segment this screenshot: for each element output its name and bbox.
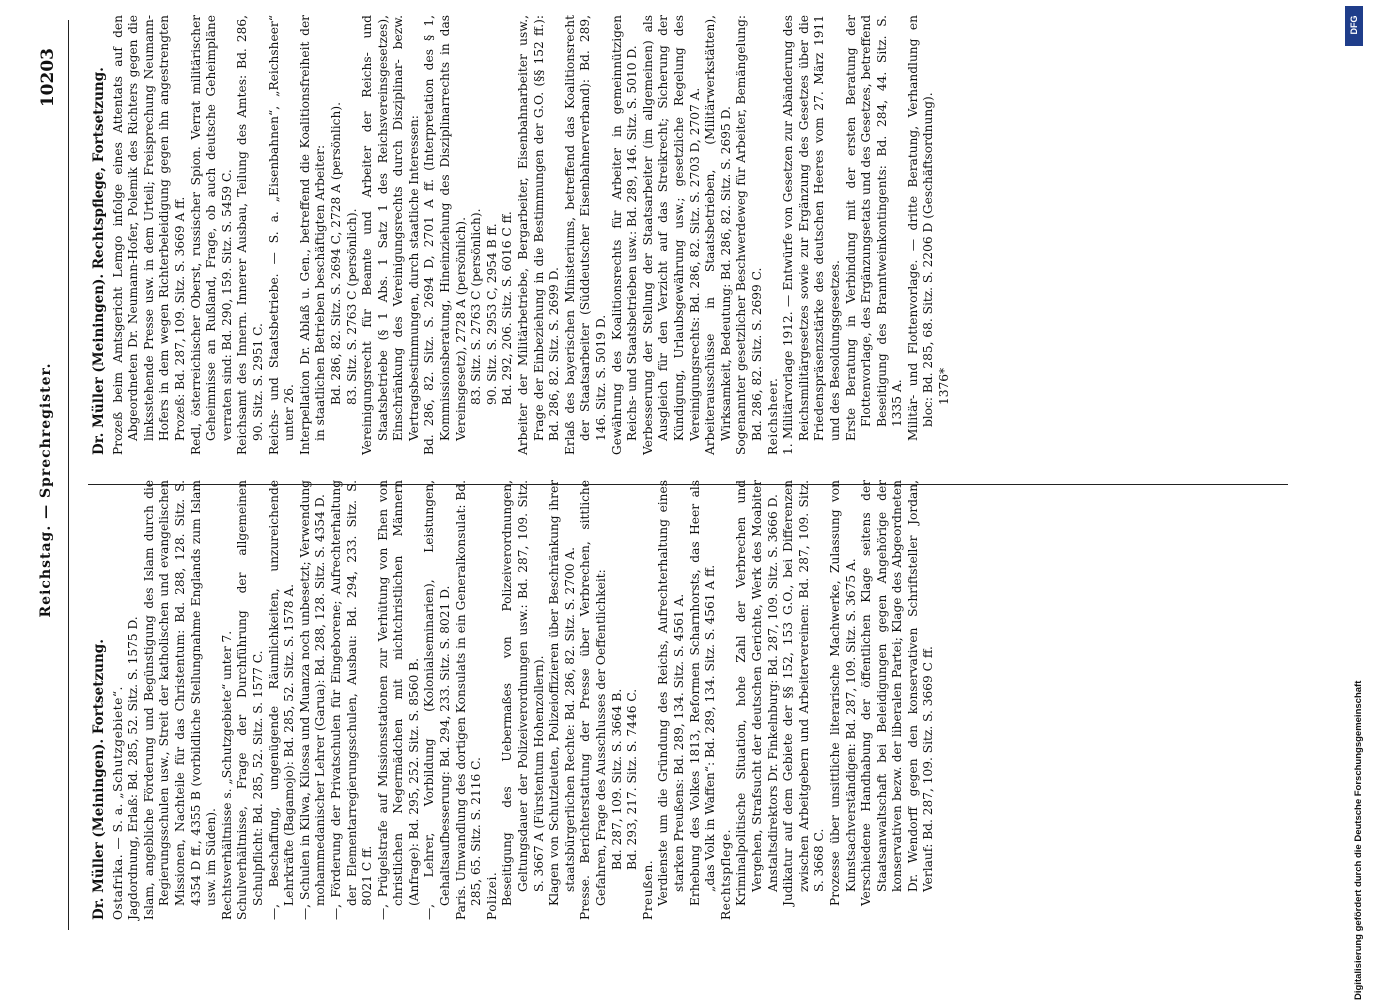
digitization-note [1345,120,1375,1000]
entry: Schulverhältnisse, Frage der Durchführung der allgemeinen Schulpflicht: Bd. 285, 52. Sitz. S. 1577 C. [235,480,265,920]
entry: Prozesse über unsittliche literarische Machwerke, Zulassung von Kunstsachverständigen: Bd. 287, 109. Sitz. S. 3675 A. [827,480,858,906]
entry-heading: Preußen. [640,859,655,920]
entry: Presse. Berichterstattung der Presse über Verbrechen, sittliche Gefahren, Frage des Ausschlusses der Oeffentlichkeit: [578,480,608,920]
entry: Rechtsverhältnisse s. „Schutzgebiete“ unter 7. [219,630,234,920]
entry: Verdienste um die Gründung des Reichs, Aufrechterhaltung eines starken Preußens: Bd. 289, 134. Sitz. S. 4561 A. [656,480,686,906]
entry-heading: Ostafrika. — S. a. „Schutzgebiete“. [110,686,125,920]
entry: Reichs- und Staatsbetriebe. — S. a. „Eisenbahnen“, „Reichsheer“ unter 26. [266,15,297,455]
entry: Kriminalpolitische Situation, hohe Zahl der Verbrechen und Vergehen, Strafsucht der deutschen Gerichte, Werk des Moabiter Anstaltsdirektors Dr. Finkelnburg: Bd. 287, 109. Sitz. S. 3666 D. [734,480,780,906]
entry: Islam, angebliche Förderung und Begünstigung des Islam durch die Regierungsschulen usw., Streit der katholischen und evangelischen Missionen, Nachteile für das Christentum: Bd. 288, 128. Sitz. S. 4354 D ff., 4355 B (vorbildliche Stellungnahme Englands zum Islam usw. im Süden). [141,480,219,920]
entry: Erste Beratung in Verbindung mit der ersten Beratung der Flottenvorlage, des Ergänzungsetats und des Gesetzes, betreffend Beseitigung des Branntweinkontingents: Bd. 284, 44. Sitz. S. 1335 A. [843,15,905,441]
continuation-heading: Dr. Müller (Meiningen). Rechtspflege, Fortsetzung. [91,67,107,455]
entry: Redl, österreichischer Oberst, russischer Spion. Verrat militärischer Geheimnisse an Rußland, Frage, ob auch deutsche Geheimpläne verraten sind: Bd. 290, 159. Sitz. S. 5459 C. [188,15,234,455]
reference: 83. Sitz. S. 2763 C (persönlich). [344,208,359,405]
entry: Judikatur auf dem Gebiete der §§ 152, 153 G.O., bei Differenzen zwischen Arbeitgebern und Arbeitervereinen: Bd. 287, 109. Sitz. S. 3668 C. [781,480,827,906]
entry: Militär- und Flottenvorlage. — dritte Beratung, Verhandlung en bloc: Bd. 285, 68. Sitz. S. 2206 D (Geschäftsordnung). [905,15,936,441]
page-header [38,40,64,940]
entry: Paris. Umwandlung des dortigen Konsulats in ein Generalkonsulat: Bd. 285, 65. Sitz. S. 2116 C. [453,480,484,920]
digitization-text: Digitalisierung gefördert durch die Deutsche Forschungsgemeinschaft [1353,680,1364,1000]
entry-heading: Polizei. [484,871,499,920]
entry: Interpellation Dr. Ablaß u. Gen., betreffend die Koalitionsfreiheit der in staatlichen Betrieben beschäftigten Arbeiter: [297,15,328,455]
entry: Klagen von Schutzleuten, Polizeioffizieren über Beschränkung ihrer staatsbürgerlichen Rechte: Bd. 286, 82. Sitz. S. 2700 A. [547,480,577,906]
entry-heading: Rechtspflege. [718,828,733,920]
header-rule [68,20,69,930]
entry: Beseitigung des Uebermaßes von Polizeiverordnungen, Geltungsdauer der Polizeiverordnungen usw.: Bd. 287, 109. Sitz. S. 3667 A (Fürstentum Hohenzollern). [500,480,546,906]
entry: Jagdordnung, Erlaß: Bd. 285, 52. Sitz. S. 1575 D. [126,616,141,920]
continuation-heading: Dr. Müller (Meiningen). Fortsetzung. [91,639,107,920]
entry-heading: Reichsheer. [765,377,780,455]
entry: —, Schulen in Kilwa, Kilossa und Muanza noch unbesetzt; Verwendung mohammedanischer Lehrer (Garua): Bd. 288, 128. Sitz. S. 4354 D. [297,480,328,920]
reference: Bd. 287, 109. Sitz. S. 3664 B. [609,688,624,870]
entry: Reichsamt des Innern. Innerer Ausbau, Teilung des Amtes: Bd. 286, 90. Sitz. S. 2951 C. [235,15,265,455]
dfg-logo [1345,6,1363,46]
entry: Sogenannter gesetzlicher Beschwerdeweg für Arbeiter, Bemängelung: Bd. 286, 82. Sitz. S. 2699 C. [734,15,764,455]
column-divider [88,484,1288,485]
running-title: Reichstag. — Sprechregister. [38,362,54,618]
entry: Gewährung des Koalitionsrechts für Arbeiter in gemeinnützigen Reichs- und Staatsbetrieben usw.: Bd. 289, 146. Sitz. S. 5010 D. [609,15,640,455]
reference: Bd. 286, 82. Sitz. S. 2694 C, 2728 A (persönlich). [328,102,343,405]
entry: Verschiedene Handhabung der öffentlichen Klage seitens der Staatsanwaltschaft bei Beleidigungen gegen Angehörige der konservativen bezw. der liberalen Partei; Klage des Abgeordneten Dr. Wendorff gegen den konservativen Schriftsteller Jordan, Verlauf: Bd. 287, 109. Sitz. S. 3669 C ff. [859,480,936,906]
entry: Prozeß beim Amtsgericht Lemgo infolge eines Attentats auf den Abgeordneten Dr. Neumann-Hofer, Polemik des Richters gegen die linksstehende Presse usw. in dem Urteil; Freisprechung Neumann-Hofers in dem wegen Richterbeleidigung gegen ihn angestrengten Prozeß: Bd. 287, 109. Sitz. S. 3669 A ff. [110,15,187,455]
entry: —, Förderung der Privatschulen für Eingeborene; Aufrechterhaltung der Elementarregierungsschulen, Ausbau: Bd. 294, 233. Sitz. S. 8021 C ff. [328,480,375,920]
page-number: 10203 [38,48,58,108]
entry: —, Lehrer, Vorbildung (Kolonialseminarien), Leistungen, Gehaltsaufbesserung: Bd. 294, 233. Sitz. S. 8021 D. [422,480,453,920]
entry: Erlaß des bayerischen Ministeriums, betreffend das Koalitionsrecht der Staatsarbeiter (Süddeutscher Eisenbahnerverband): Bd. 289, 146. Sitz. S. 5019 D. [562,15,608,455]
entry: Arbeiter der Militärbetriebe, Bergarbeiter, Eisenbahnarbeiter usw., Frage der Einbeziehung in die Bestimmungen der G.O. (§§ 152 ff.): Bd. 286, 82. Sitz. S. 2699 D. [516,15,562,455]
entry: Verbesserung der Stellung der Staatsarbeiter (im allgemeinen) als Ausgleich für den Verzicht auf das Streikrecht; Sicherung der Kündigung, Urlaubsgewährung usw.; gesetzliche Regelung des Vereinigungsrechts: Bd. 286, 82. Sitz. S. 2703 D, 2707 A. [640,15,702,455]
entry: Erhebung des Volkes 1813, Reformen Scharnhorsts, das Heer als „das Volk in Waffen“: Bd. 289, 134. Sitz. S. 4561 A ff. [687,480,718,906]
left-column [92,480,937,920]
right-column [92,15,953,455]
reference: 90. Sitz. S. 2953 C, 2954 B ff. [484,223,499,405]
sheet-signature: 1376* [937,367,952,405]
entry: Arbeiterausschüsse in Staatsbetrieben, (Militärwerkstätten), Wirksamkeit, Bedeutung: Bd. 286, 82. Sitz. S. 2695 D. [703,15,733,455]
dfg-logo-text: DFG [1349,15,1359,35]
reference: 83. Sitz. S. 2763 C (persönlich). [469,208,484,405]
entry: 1. Militärvorlage 1912. — Entwürfe von Gesetzen zur Abänderung des Reichsmilitärgesetzes sowie zur Ergänzung des Gesetzes über die Friedenspräsenzstärke des deutschen Heeres vom 27. März 1911 und des Besoldungsgesetzes. [781,15,842,455]
reference: Bd. 292, 206. Sitz. S. 6016 C ff. [500,211,515,405]
entry: Vereinigungsrecht für Beamte und Arbeiter der Reichs- und Staatsbetriebe (§ 1 Abs. 1 Satz 1 des Reichsvereinsgesetzes), Einschränkung des Vereinigungsrechts durch Disziplinar- bezw. Vertragsbestimmungen, durch staatliche Interessen: [360,15,421,455]
reference: Bd. 293, 217. Sitz. S. 7446 C. [625,688,640,870]
entry: —, Beschaffung, ungenügende Räumlichkeiten, unzureichende Lehrkräfte (Bagamojo): Bd. 285, 52. Sitz. S. 1578 A. [266,480,297,920]
entry: —, Prügelstrafe auf Missionsstationen zur Verhütung von Ehen von christlichen Negermädchen mit nichtchristlichen Männern (Anfrage): Bd. 295, 252. Sitz. S. 8560 B. [375,480,421,920]
entry: Bd. 286, 82. Sitz. S. 2694 D, 2701 A ff. (Interpretation des § 1, Kommissionsberatung, Hineinziehung des Disziplinarrechts in das Vereinsgesetz), 2728 A (persönlich). [422,15,468,455]
